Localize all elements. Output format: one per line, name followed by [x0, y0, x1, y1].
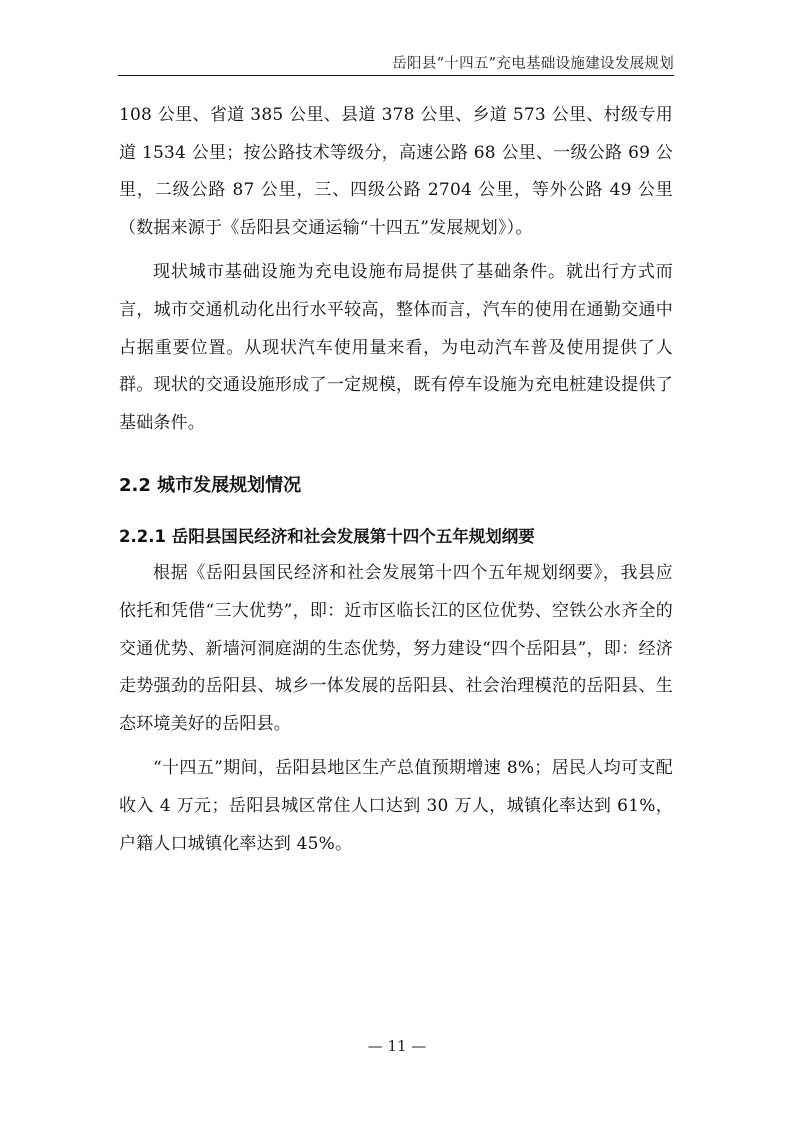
header-rule: [118, 75, 674, 76]
paragraph-road-mileage: 108 公里、省道 385 公里、县道 378 公里、乡道 573 公里、村级专用道 1534 公里；按公路技术等级分，高速公路 68 公里、一级公路 69 公里，二级公路 87 公里，三、四级公路 2704 公里，等外公路 49 公里（数据来源于《岳阳县交通运输“十四五”发展规划》）。: [119, 105, 673, 238]
running-header: 岳阳县“十四五”充电基础设施建设发展规划: [392, 56, 674, 72]
paragraph-development-targets: “十四五”期间，岳阳县地区生产总值预期增速 8%；居民人均可支配收入 4 万元；岳阳县城区常住人口达到 30 万人，城镇化率达到 61%，户籍人口城镇化率达到 45%。: [119, 758, 673, 854]
subsection-heading: 2.2.1 岳阳县国民经济和社会发展第十四个五年规划纲要: [119, 527, 535, 547]
paragraph-infrastructure-status: 现状城市基础设施为充电设施布局提供了基础条件。就出行方式而言，城市交通机动化出行水平较高，整体而言，汽车的使用在通勤交通中占据重要位置。从现状汽车使用量来看，为电动汽车普及使用提供了人群。现状的交通设施形成了一定规模，既有停车设施为充电桩建设提供了基础条件。: [119, 262, 673, 433]
paragraph-five-year-plan: 根据《岳阳县国民经济和社会发展第十四个五年规划纲要》，我县应依托和凭借“三大优势”，即：近市区临长江的区位优势、空铁公水齐全的交通优势、新墙河洞庭湖的生态优势，努力建设“四个岳阳县”，即：经济走势强劲的岳阳县、城乡一体发展的岳阳县、社会治理模范的岳阳县、生态环境美好的岳阳县。: [119, 563, 673, 734]
section-heading: 2.2 城市发展规划情况: [119, 475, 302, 497]
page-number: — 11 —: [367, 1037, 427, 1055]
document-body: [119, 97, 673, 863]
